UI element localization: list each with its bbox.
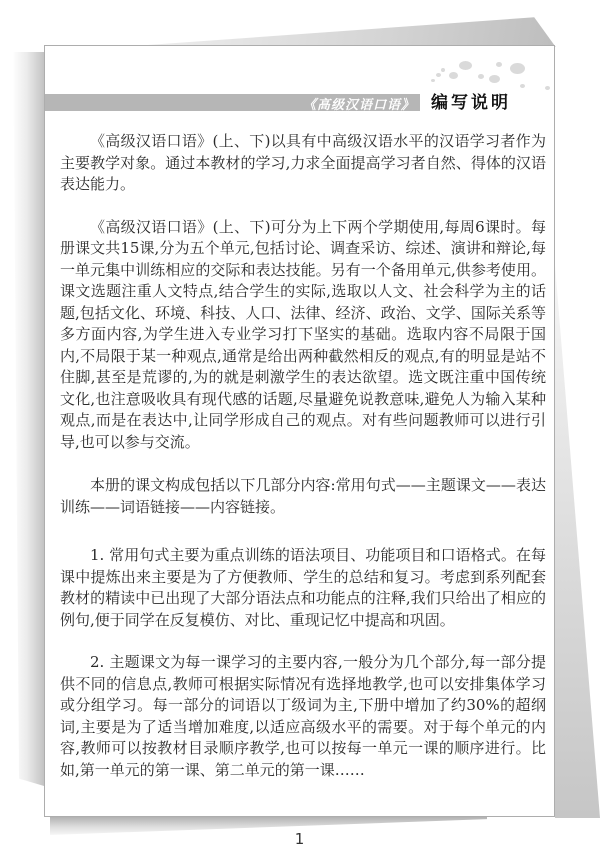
bubble-dot-icon [520, 84, 525, 88]
page-curl-top [130, 14, 560, 47]
bubble-dot-icon [459, 61, 472, 70]
bubble-dot-icon [478, 74, 484, 79]
bubble-dot-icon [510, 63, 525, 74]
bubble-dot-icon [449, 72, 458, 79]
bubble-dot-icon [436, 73, 441, 77]
bubble-dot-icon [489, 75, 500, 83]
page-stack-left-edge [12, 52, 44, 786]
section-title: 编写说明 [431, 93, 511, 113]
body-text [60, 131, 546, 781]
bubble-dot-icon [431, 79, 435, 82]
header-bar [45, 94, 420, 111]
paragraph-components: 本册的课文构成包括以下几部分内容:常用句式——主题课文——表达训练——词语链接——内容链接。 [60, 476, 546, 516]
series-title: 《高级汉语口语》 [302, 98, 415, 113]
bubble-dot-icon [496, 62, 502, 67]
bubble-dot-icon [545, 86, 550, 90]
page-number: 1 [294, 830, 305, 848]
bubble-dot-icon [441, 68, 445, 72]
paragraph-item-1: 1. 常用句式主要为重点训练的语法项目、功能项目和口语格式。在每课中提炼出来主要是为了方便教师、学生的总结和复习。考虑到系列配套教材的精读中已出现了大部分语法点和功能点的注释,我们只给出了相应的例句,便于同学在反复模仿、对比、重现记忆中提高和巩固。 [60, 546, 546, 629]
paragraph-structure: 《高级汉语口语》(上、下)可分为上下两个学期使用,每周6课时。每册课文共15课,分为五个单元,包括讨论、调查采访、综述、演讲和辩论,每一单元集中训练相应的交际和表达技能。另有一个备用单元,供参考使用。课文选题注重人文特点,结合学生的实际,选取以人文、社会科学为主的话题,包括文化、环境、科技、人口、法律、经济、政治、文学、国际关系等多方面内容,为学生进入专业学习打下坚实的基础。选取内容不局限于国内,不局限于某一种观点,通常是给出两种截然相反的观点,有的明显是站不住脚,甚至是荒谬的,为的就是刺激学生的表达欲望。选文既注重中国传统文化,也注意吸收具有现代感的话题,尽量避免说教意味,避免人为输入某种观点,而是在表达中,让同学形成自己的观点。对有些问题教师可以进行引导,也可以参与交流。 [60, 217, 546, 451]
paragraph-intro: 《高级汉语口语》(上、下)以具有中高级汉语水平的汉语学习者作为主要教学对象。通过本教材的学习,力求全面提高学习者自然、得体的汉语表达能力。 [60, 132, 546, 193]
paragraph-item-2: 2. 主题课文为每一课学习的主要内容,一般分为几个部分,每一部分提供不同的信息点,教师可根据实际情况有选择地教学,也可以安排集体学习或分组学习。每一部分的词语以丁级词为主,下册中增加了约30%的超纲词,主要是为了适当增加难度,以适应高级水平的需要。对于每个单元的内容,教师可以按教材目录顺序教学,也可以按每一单元一课的顺序进行。比如,第一单元的第一课、第二单元的第一课…… [60, 653, 546, 779]
page-curl-right [555, 265, 600, 818]
paper-page [44, 45, 555, 817]
